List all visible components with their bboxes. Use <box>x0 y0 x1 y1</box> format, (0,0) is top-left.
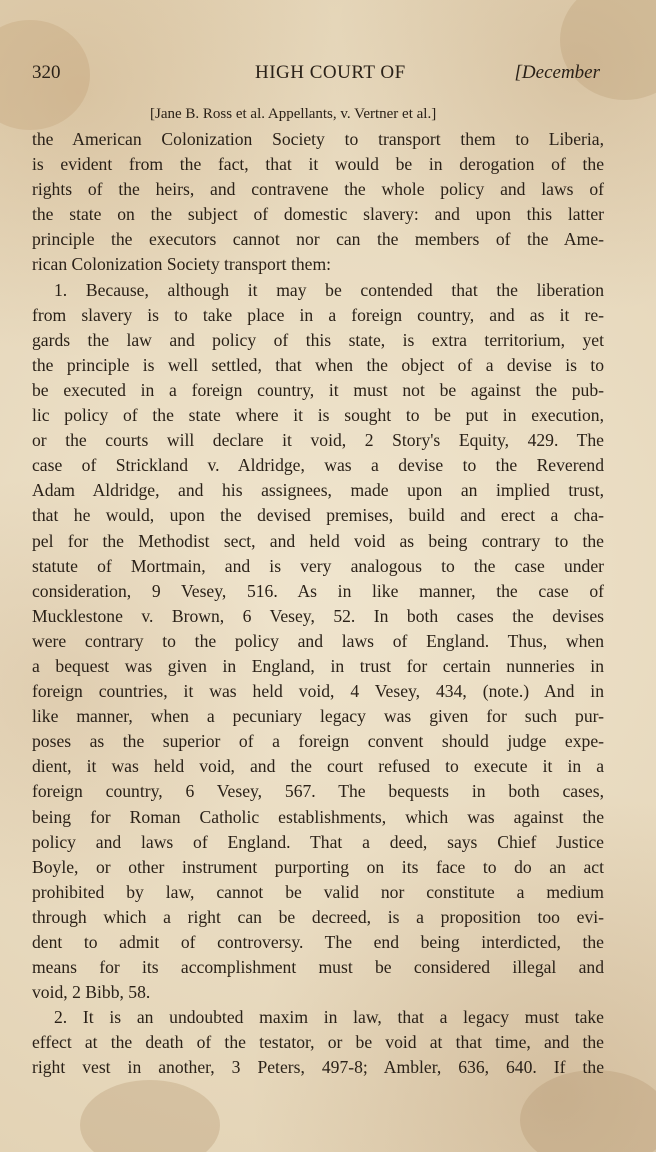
text-line: poses as the superior of a foreign convent should judge expe- <box>32 731 604 752</box>
text-line: foreign country, 6 Vesey, 567. The bequests in both cases, <box>32 781 604 802</box>
text-line: dent to admit of controversy. The end being interdicted, the <box>32 932 604 952</box>
text-line: prohibited by law, cannot be valid nor constitute a medium <box>32 881 604 902</box>
text-line: policy and laws of England. That a deed, says Chief Justice <box>32 831 604 852</box>
text-line: lic policy of the state where it is sought to be put in execution, <box>32 405 604 426</box>
case-caption: [Jane B. Ross et al. Appellants, v. Vertner et al.] <box>150 106 437 122</box>
text-line: be executed in a foreign country, it must not be against the pub- <box>32 379 604 400</box>
text-line: is evident from the fact, that it would be in derogation of the <box>32 154 604 175</box>
text-line: 2. It is an undoubted maxim in law, that a legacy must take <box>54 1007 604 1028</box>
text-line: void, 2 Bibb, 58. <box>32 982 151 1003</box>
text-line: rican Colonization Society transport them: <box>32 254 332 275</box>
text-line: consideration, 9 Vesey, 516. As in like manner, the case of <box>32 580 604 601</box>
text-line: foreign countries, it was held void, 4 Vesey, 434, (note.) And in <box>32 681 604 702</box>
text-line: Boyle, or other instrument purporting on its face to do an act <box>32 856 604 877</box>
text-line: that he would, upon the devised premises, build and erect a cha- <box>32 505 604 526</box>
page-number: 320 <box>32 62 61 83</box>
text-line: the principle is well settled, that when the object of a devise is to <box>32 354 604 375</box>
text-line: a bequest was given in England, in trust for certain nunneries in <box>32 655 604 676</box>
text-line: effect at the death of the testator, or be void at that time, and the <box>32 1032 604 1053</box>
text-line: were contrary to the policy and laws of England. Thus, when <box>32 630 604 651</box>
text-line: dient, it was held void, and the court refused to execute it in a <box>32 756 604 777</box>
text-line: Mucklestone v. Brown, 6 Vesey, 52. In both cases the devises <box>32 605 604 626</box>
body-text <box>32 127 604 1081</box>
running-title: HIGH COURT OF <box>255 62 406 83</box>
text-line: the American Colonization Society to transport them to Liberia, <box>32 129 604 149</box>
text-line: means for its accomplishment must be considered illegal and <box>32 957 604 978</box>
text-line: pel for the Methodist sect, and held void as being contrary to the <box>32 530 604 551</box>
text-line: right vest in another, 3 Peters, 497-8; Ambler, 636, 640. If the <box>32 1057 604 1078</box>
text-line: through which a right can be decreed, is a proposition too evi- <box>32 906 604 927</box>
text-line: like manner, when a pecuniary legacy was given for such pur- <box>32 706 604 727</box>
foxing-stain <box>520 1070 656 1152</box>
text-line: statute of Mortmain, and is very analogous to the case under <box>32 555 604 576</box>
text-line: principle the executors cannot nor can the members of the Ame- <box>32 229 604 250</box>
text-line: case of Strickland v. Aldridge, was a devise to the Reverend <box>32 455 604 476</box>
text-line: the state on the subject of domestic slavery: and upon this latter <box>32 204 604 225</box>
text-line: from slavery is to take place in a foreign country, and as it re- <box>32 304 604 325</box>
text-line: 1. Because, although it may be contended that the liberation <box>54 279 604 300</box>
foxing-stain <box>80 1080 220 1152</box>
text-line: or the courts will declare it void, 2 Story's Equity, 429. The <box>32 430 604 451</box>
text-line: rights of the heirs, and contravene the whole policy and laws of <box>32 179 604 200</box>
text-line: Adam Aldridge, and his assignees, made upon an implied trust, <box>32 480 604 501</box>
text-line: gards the law and policy of this state, is extra territorium, yet <box>32 329 604 350</box>
text-line: being for Roman Catholic establishments, which was against the <box>32 806 604 827</box>
running-head <box>30 62 600 88</box>
running-month: [December <box>514 62 600 83</box>
